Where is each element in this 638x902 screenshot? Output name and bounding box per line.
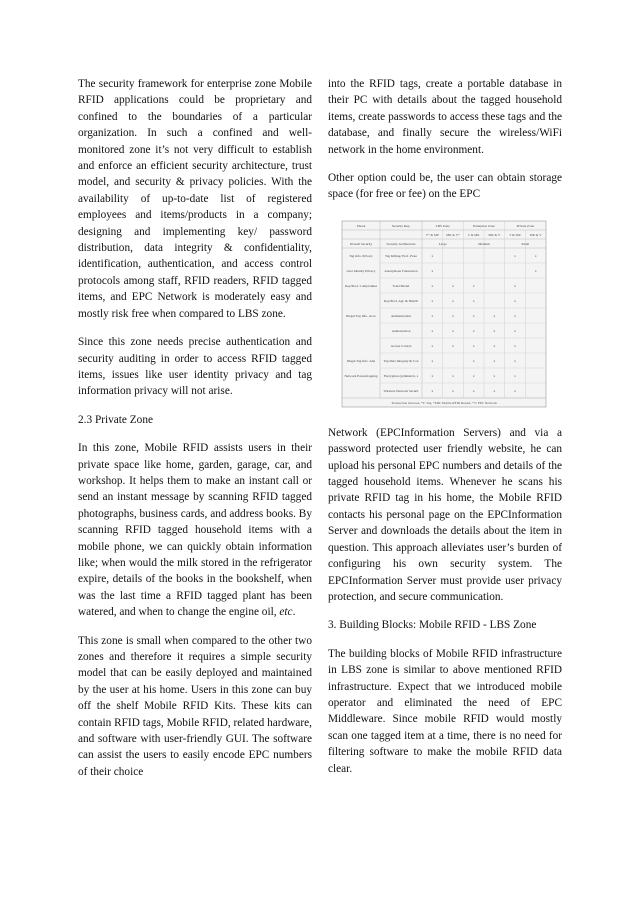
- table-requirement-cell: Tag Data Integrity & Con: [383, 358, 419, 363]
- table-mark: x: [514, 343, 516, 348]
- table-mark: x: [514, 283, 516, 288]
- table-footer-note: Transaction between, *T: Tag, *MR: Mobile RFID Reader, *V: EPC Network: [391, 400, 497, 405]
- table-scale-cell: Security Architecture: [386, 241, 416, 246]
- table-scale-cell: Medium: [478, 241, 490, 246]
- table-requirement-cell: Authorization: [391, 328, 411, 333]
- paragraph-private-zone-kits: This zone is small when compared to the other two zones and therefore it requires a simple security model that can be easily deployed and maintained by the user at his home. Users in this zone can buy off the shelf Mobile RFID Kits. These kits can contain RFID tags, Mobile RFID, related hardware, and software with user-friendly GUI. The software can assist the users to easily encode EPC numbers of their choice: [78, 634, 312, 778]
- table-scale-cell: Large: [438, 241, 447, 246]
- left-column: [78, 76, 312, 792]
- table-mark: x: [472, 343, 475, 348]
- table-mark: x: [452, 373, 454, 378]
- table-mark: x: [452, 298, 454, 303]
- table-mark: x: [431, 268, 434, 273]
- table-mark: x: [431, 358, 434, 363]
- table-mark: x: [431, 253, 434, 258]
- table-mark: x: [452, 283, 454, 288]
- paragraph-building-blocks: The building blocks of Mobile RFID infrastructure in LBS zone is similar to above mentioned RFID infrastructure. Expect that we introduced mobile operator and eliminated the need of EPC Middleware. Since mobile RFID would mostly scan one tagged item at a time, there is no need for filtering software to make the mobile RFID data clear.: [328, 647, 562, 775]
- table-mark: x: [472, 298, 475, 303]
- table-threat-cell: Tag Info. Privacy: [349, 253, 373, 258]
- table-mark: x: [452, 328, 454, 333]
- table-header-cell: Security Req.: [391, 223, 411, 228]
- table-mark: x: [493, 313, 496, 318]
- table-threat-cell: Network Eavesdropping: [344, 373, 378, 378]
- table-mark: x: [472, 388, 475, 393]
- table-mark: x: [431, 373, 434, 378]
- table-mark: x: [472, 313, 475, 318]
- table-subheader-cell: MR & V: [488, 232, 501, 237]
- table-mark: x: [534, 268, 537, 273]
- table-subheader-cell: T & MR: [509, 232, 521, 237]
- table-mark: x: [472, 328, 475, 333]
- table-requirement-cell: Anonymous Transaction: [384, 268, 418, 273]
- table-mark: x: [431, 343, 434, 348]
- table-threat-cell: Illegal Tag Info. Acce: [346, 313, 376, 318]
- paragraph-enterprise-framework: The security framework for enterprise zone Mobile RFID applications could be proprietary and confined to the boundaries of a particular organization. In such a confined and well-monitored zone it’s not very difficult to establish and enforce an efficient security architecture, trust model, and security & privacy policies. With the availability of up-to-date list of registered employees and items/products in a company; designing and implementing key/ password distribution, data integrity & confidentiality, identification, authentication, and access control protocols among staff, RFID readers, RFID tagged items, and EPC Network is moderately easy and mostly risk free when compared to LBS zone.: [78, 78, 312, 320]
- table-mark: x: [431, 388, 434, 393]
- table-mark: x: [534, 253, 537, 258]
- table-mark: x: [514, 298, 516, 303]
- table-header-cell: Private Zone: [516, 223, 535, 228]
- paragraph-storage-option: Other option could be, the user can obtain storage space (for free or fee) on the EPC: [328, 172, 562, 201]
- etc-text: etc: [279, 606, 293, 619]
- table-subheader-cell: T* & MP: [425, 232, 439, 237]
- table-threat-cell: Key/Prod. Compromise: [344, 283, 378, 288]
- table-mark: x: [493, 373, 496, 378]
- table-header-cell: Enterprise Zone: [473, 223, 495, 228]
- table-subheader-cell: MR & V: [529, 232, 542, 237]
- table-mark: x: [452, 388, 454, 393]
- table-threat-cell: Illegal Tag Info. Alte: [346, 358, 376, 363]
- right-column: [328, 76, 562, 789]
- table-mark: x: [452, 313, 454, 318]
- table-requirement-cell: Wireless Network Securit: [383, 388, 419, 393]
- table-requirement-cell: Access Control: [390, 343, 412, 348]
- table-mark: x: [493, 328, 496, 333]
- table-mark: x: [472, 283, 475, 288]
- table-scale-cell: Overall Security: [349, 241, 373, 246]
- paragraph-private-zone: In this zone, Mobile RFID assists users in their private space like home, garden, garage, car, and workshop. It helps them to make an instant call or send an instant message by scanning RFID tagged photographs, business cards, and address books. By scanning RFID tagged household items with a mobile phone, we can quickly obtain information like; when would the milk stored in the refrigerator expire, details of the books in the bookshelf, when was the last time a RFID tagged plant has been watered, and when to change the engine oil, etc.: [78, 442, 312, 619]
- table-mark: x: [493, 358, 496, 363]
- table-mark: x: [472, 358, 475, 363]
- paragraph-portable-database: into the RFID tags, create a portable database in their PC with details about the tagged household items, create passwords to access these tags and the database, and finally secure the wireless/WiFi network in the home environment.: [328, 78, 562, 156]
- table-scale-cell: Small: [521, 241, 530, 246]
- section-heading-building-blocks: 3. Building Blocks: Mobile RFID - LBS Zone: [328, 619, 537, 632]
- table-requirement-cell: Authentication: [390, 313, 412, 318]
- paragraph-epc-network: Network (EPCInformation Servers) and via a password protected user friendly website, he can upload his personal EPC numbers and details of the tagged household items. Whenever he scans his private RFID tag in his home, the Mobile RFID contacts his personal page on the EPCInformation Server and downloads the details about the item in question. This approach alleviates user’s burden of configuring his own security system. The EPCInformation Server must provide user privacy protection, and secure communication.: [328, 426, 562, 603]
- table-mark: x: [431, 283, 434, 288]
- table-mark: x: [514, 253, 516, 258]
- table-header-cell: LBS Zone: [435, 223, 450, 228]
- section-heading-private-zone: 2.3 Private Zone: [78, 413, 153, 426]
- table-subheader-cell: T & MR: [467, 232, 480, 237]
- table-requirement-cell: Trust Model: [392, 283, 410, 288]
- paragraph-enterprise-auth: Since this zone needs precise authentication and security auditing in order to access RFID tagged items, issues like user identity privacy and tag information privacy will not arise.: [78, 336, 312, 398]
- table-mark: x: [472, 373, 475, 378]
- table-mark: x: [514, 358, 516, 363]
- table-mark: x: [431, 313, 434, 318]
- table-mark: x: [514, 313, 516, 318]
- table-mark: x: [452, 343, 454, 348]
- table-requirement-cell: Tag Killing/ Prof. Prote: [385, 253, 417, 258]
- security-table-graphic: [328, 215, 560, 413]
- table-mark: x: [493, 343, 496, 348]
- table-mark: x: [514, 373, 516, 378]
- security-requirements-table-figure: [328, 215, 560, 413]
- table-subheader-cell: MR & V*: [446, 232, 460, 237]
- table-threat-cell: User Identity Privacy: [346, 268, 376, 273]
- table-header-cell: Threat: [356, 223, 366, 228]
- table-mark: x: [493, 388, 496, 393]
- table-mark: x: [431, 328, 434, 333]
- table-mark: x: [431, 298, 434, 303]
- table-mark: x: [514, 388, 516, 393]
- table-mark: x: [514, 328, 516, 333]
- table-requirement-cell: Key/Prod. Agt. & Distrib: [383, 298, 419, 303]
- table-requirement-cell: Encryption (symmetric, a: [383, 373, 419, 378]
